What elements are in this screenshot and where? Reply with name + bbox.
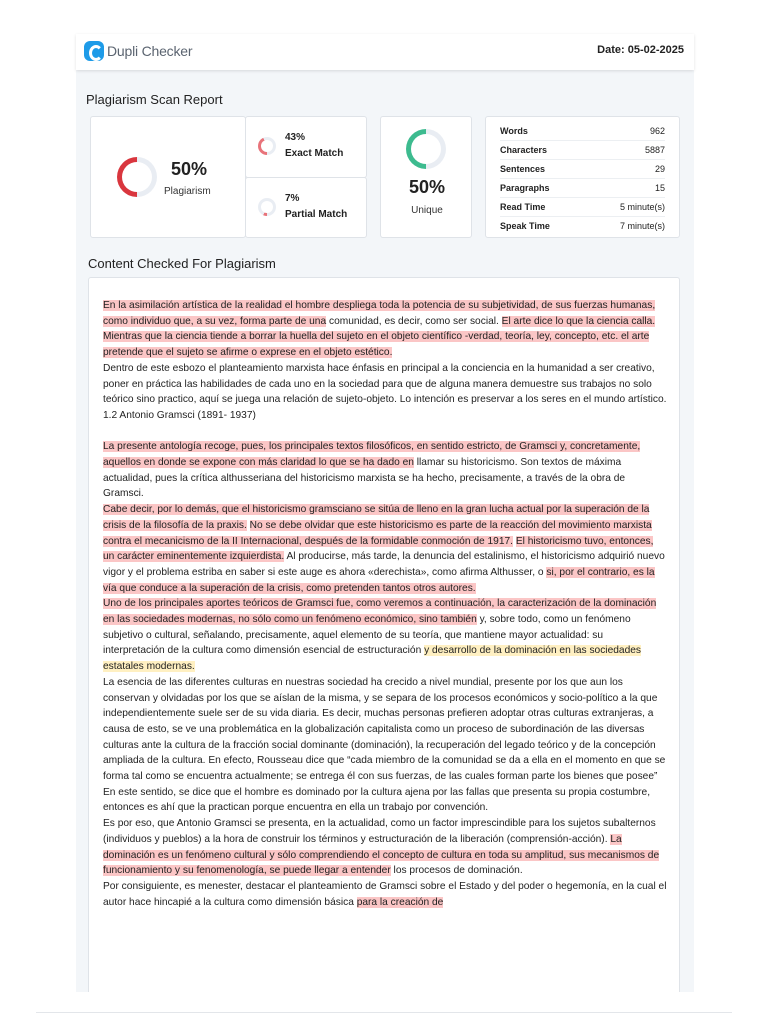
- stat-row-speak-time: [500, 217, 665, 236]
- report-title: Plagiarism Scan Report: [86, 92, 223, 107]
- unique-text: llamar su historicismo. Son textos de máxima actualidad, pues la crítica althusseriana del historicismo marxista se ha hecho, precisamente, a través de la obra de Gramsci.: [103, 457, 626, 500]
- unique-text: Al producirse, más tarde, la denuncia del estalinismo, el historicismo adquirió nuevo vigor y el problema estriba en saber si este auge es ahora «derechista», como afirma Althusser, o: [103, 551, 665, 578]
- page-divider: [36, 1012, 732, 1013]
- content-paragraph: [103, 675, 667, 785]
- exact-match-highlight: Uno de los principales aportes teóricos de Gramsci fue, como veremos a continuación, la caracterización de la dominación en las sociedades modernas, no sólo como un fenómeno económico, sino también: [103, 598, 657, 626]
- exact-match-highlight: si, por el contrario, es la vía que conduce a la superación de la crisis, como pretenden tantos otros autores.: [103, 566, 655, 594]
- content-paragraph: [103, 408, 667, 424]
- unique-text: comunidad, es decir, como ser social.: [326, 315, 502, 327]
- exact-match-label: Exact Match: [285, 148, 344, 159]
- exact-match-highlight: para la creación de: [356, 896, 444, 908]
- stat-name: Characters: [500, 145, 548, 155]
- content-section-title: Content Checked For Plagiarism: [88, 256, 276, 271]
- unique-text: Por consiguiente, es menester, destacar el planteamiento de Gramsci sobre el Estado y del poder o hegemonía, en la cual el autor hace hincapié a la cultura como dimensión básica: [103, 881, 667, 908]
- stat-name: Sentences: [500, 164, 546, 174]
- unique-text: En este sentido, se dice que el hombre es dominado por la cultura ajena por las fallas que presenta su propia costumbre, entonces es ahí que la practican porque encuentra en ella un trabajo por convención.: [103, 786, 651, 814]
- content-paragraph: [103, 502, 667, 596]
- unique-card: [380, 116, 472, 238]
- stat-value: 29: [654, 164, 665, 174]
- dupli-checker-logo-icon: [84, 41, 104, 61]
- unique-text: 1.2 Antonio Gramsci (1891- 1937): [103, 409, 256, 421]
- stat-row-paragraphs: [500, 179, 665, 198]
- plagiarism-donut-icon: [117, 157, 157, 197]
- content-paragraph: [103, 298, 667, 361]
- exact-match-highlight: La presente antología recoge, pues, los principales textos filosóficos, en sentido estricto, de Gramsci y, concretamente, aquellos en donde se expone con más claridad lo que se ha dado en: [103, 441, 641, 469]
- exact-match-highlight: No se debe olvidar que este historicismo es parte de la reacción del movimiento marxista contra el mecanicismo de la II Internacional, después de la formidable conmoción de 1917.: [103, 519, 652, 547]
- stat-row-words: [500, 122, 665, 141]
- partial-match-card: [245, 177, 367, 238]
- content-paragraph: [103, 816, 667, 879]
- stat-value: 15: [654, 183, 665, 193]
- stat-value: 7 minute(s): [619, 221, 665, 231]
- exact-match-highlight: Cabe decir, por lo demás, que el historicismo gramsciano se sitúa de lleno en la gran lucha actual por la superación de la crisis de la filosofía de la praxis.: [103, 504, 650, 531]
- content-paragraph: [103, 439, 667, 502]
- exact-match-donut-icon: [258, 137, 276, 155]
- unique-text: los procesos de dominación.: [390, 865, 523, 877]
- partial-match-highlight: y desarrollo de la dominación en las sociedades estatales modernas.: [103, 645, 641, 673]
- stat-row-characters: [500, 141, 665, 160]
- unique-text: y, sobre todo, como un fenómeno subjetivo o cultural, señalando, precisamente, aquel elemento de su teoría, que mantiene mayor actualidad: su interpretación de la cultura como dimensión esencial de estructuración: [103, 614, 631, 657]
- stat-name: Read Time: [500, 202, 546, 212]
- content-paragraph: [103, 596, 667, 675]
- unique-text: Es por eso, que Antonio Gramsci se presenta, en la actualidad, como un factor imprescindible para los sujetos subalternos (individuos y pueblos) a la hora de construir los términos y estructuración de la liberación (comprensión-acción).: [103, 818, 656, 845]
- unique-donut-icon: [406, 129, 446, 169]
- exact-match-percent: 43%: [285, 132, 306, 143]
- checked-content-box: [88, 277, 680, 992]
- text-statistics-table: [485, 116, 680, 238]
- report-date: Date: 05-02-2025: [597, 44, 684, 56]
- exact-match-highlight: La dominación es un fenómeno cultural y sólo comprendiendo el concepto de cultura en toda su amplitud, sus mecanismos de funcionamiento y su fenomenología, se puede llegar a entender: [103, 833, 660, 877]
- unique-label: Unique: [411, 205, 443, 216]
- unique-percent: 50%: [408, 177, 446, 197]
- content-paragraph: [103, 879, 667, 910]
- exact-match-highlight: El historicismo tuvo, entonces, un carácter eminentemente izquierdista.: [103, 535, 654, 563]
- brand-logo[interactable]: [84, 41, 192, 61]
- plagiarism-card: [90, 116, 246, 238]
- stat-row-read-time: [500, 198, 665, 217]
- content-paragraph: [103, 785, 667, 816]
- report-header: [76, 34, 694, 70]
- unique-text: Dentro de este esbozo el planteamiento marxista hace énfasis en principal a la conciencia en la humanidad a ser creativo, poner en práctica las habilidades de cada uno en la sociedad para que de alguna manera demuestre sus trabajos no solo teórico sino practico, aquí se juega una relación de sujeto-objeto. Lo intención es preservar a los seres en el mundo artístico.: [103, 362, 667, 406]
- stat-value: 5 minute(s): [619, 202, 665, 212]
- unique-text: La esencia de las diferentes culturas en nuestras sociedad ha crecido a nivel mundial, presente por los que aun los conservan y olvidadas por los que se aíslan de la misma, y se separa de los procesos económicos y socio-político a la que independientemente suele ser de su vida diaria. Es decir, muchas personas prefieren adoptar otras culturas extranjeras, a causa de esto, se ve una problemática en la globalización capitalista como un proceso de subordinación de las diversas culturas ante la cultura de la fracción social dominante (dominación), la recuperación del legado teórico y de la concepción ampliada de la cultura. En efecto, Rousseau dice que “cada miembro de la comunidad se da a ella en el momento en que se forma tal como se encuentra actualmente; se entrega él con sus fuerzas, de las cuales forman parte los bienes que posee”: [103, 676, 666, 783]
- stat-value: 5887: [644, 145, 665, 155]
- brand-name: Dupli Checker: [107, 43, 193, 59]
- stat-name: Speak Time: [500, 221, 550, 231]
- stat-name: Paragraphs: [500, 183, 550, 193]
- plagiarism-percent: 50%: [171, 159, 208, 179]
- paragraph-spacer: [103, 424, 667, 440]
- exact-match-highlight: En la asimilación artística de la realidad el hombre despliega toda la potencia de su subjetividad, de sus fuerzas humanas, como individuo que, a su vez, forma parte de una: [103, 300, 656, 327]
- content-paragraph: [103, 361, 667, 408]
- partial-match-donut-icon: [258, 198, 276, 216]
- plagiarism-label: Plagiarism: [164, 186, 211, 197]
- stat-name: Words: [500, 126, 528, 136]
- exact-match-card: [245, 116, 367, 178]
- partial-match-percent: 7%: [285, 193, 300, 204]
- partial-match-label: Partial Match: [285, 209, 348, 220]
- report-sheet: [76, 34, 694, 992]
- exact-match-highlight: El arte dice lo que la ciencia calla. Mientras que la ciencia tiende a borrar la huella del sujeto en el objeto científico -verdad, teoría, ley, concepto, etc. el arte pretende que el sujeto se afirme o exprese en el objeto estético.: [103, 315, 656, 359]
- stat-value: 962: [649, 126, 665, 136]
- stat-row-sentences: [500, 160, 665, 179]
